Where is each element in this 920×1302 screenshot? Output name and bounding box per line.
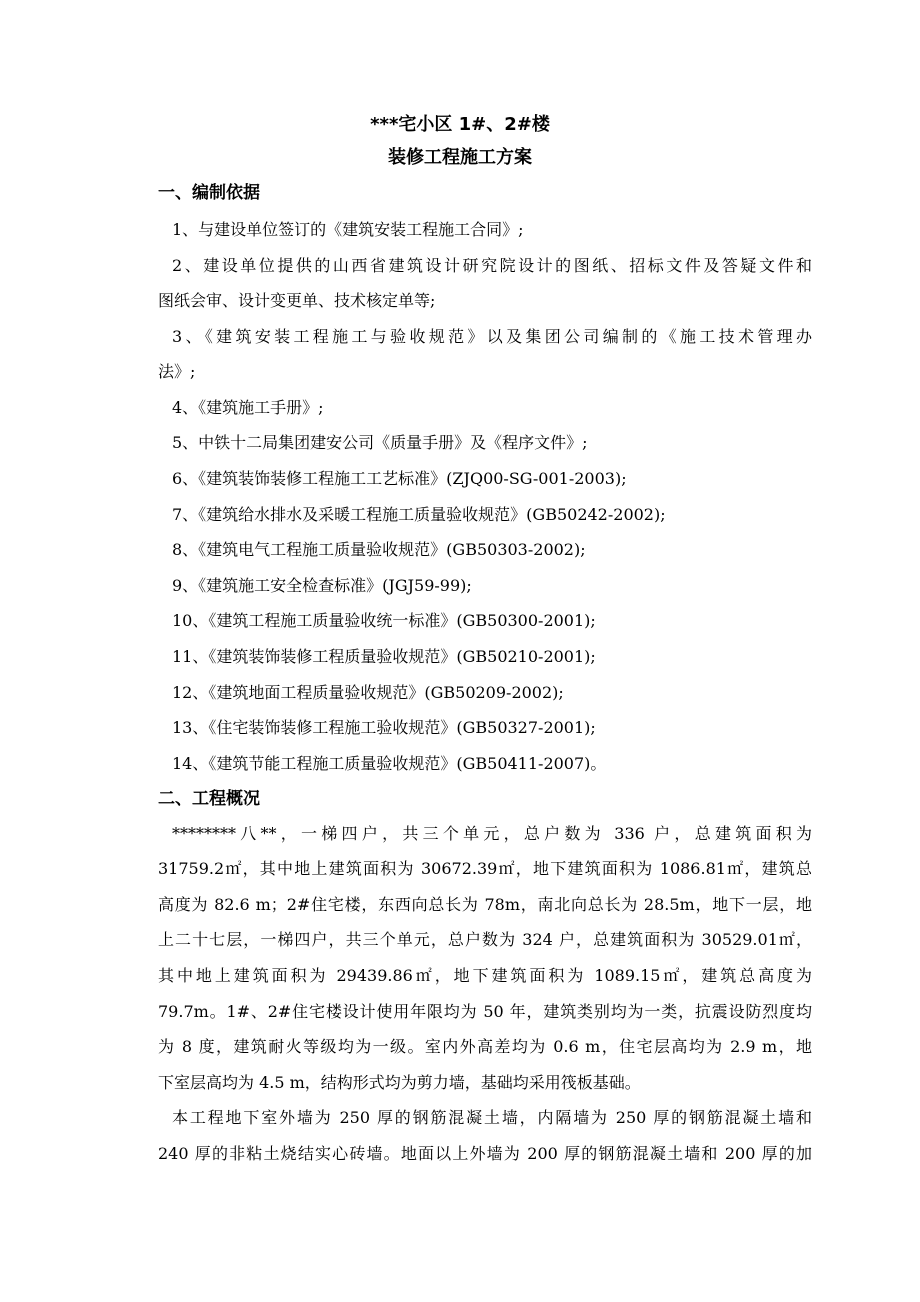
- basis-item: 4、《建筑施工手册》;: [172, 398, 324, 417]
- basis-item: 14、《建筑节能工程施工质量验收规范》(GB50411-2007)。: [172, 754, 607, 773]
- basis-item: 8、《建筑电气工程施工质量验收规范》(GB50303-2002);: [172, 540, 586, 559]
- basis-item: 13、《住宅装饰装修工程施工验收规范》(GB50327-2001);: [172, 718, 596, 737]
- basis-item: 7、《建筑给水排水及采暖工程施工质量验收规范》(GB50242-2002);: [172, 505, 666, 524]
- overview-line: 上二十七层，一梯四户，共三个单元，总户数为 324 户，总建筑面积为 30529.01㎡，: [158, 930, 812, 949]
- overview-line: 高度为 82.6 m；2#住宅楼，东西向总长为 78m，南北向总长为 28.5m，地下一层，地: [158, 895, 812, 914]
- basis-item: 5、中铁十二局集团建安公司《质量手册》及《程序文件》;: [172, 433, 588, 452]
- basis-item: 6、《建筑装饰装修工程施工工艺标准》(ZJQ00-SG-001-2003);: [172, 469, 627, 488]
- overview-line: 79.7m。1#、2#住宅楼设计使用年限均为 50 年，建筑类别均为一类，抗震设防烈度均: [158, 1002, 812, 1021]
- basis-item: 法》;: [158, 362, 196, 381]
- overview-line: 240 厚的非粘土烧结实心砖墙。地面以上外墙为 200 厚的钢筋混凝土墙和 200 厚的加: [158, 1144, 812, 1163]
- overview-line: 下室层高均为 4.5 m，结构形式均为剪力墙，基础均采用筏板基础。: [158, 1073, 641, 1092]
- section-heading-overview: 二、工程概况: [158, 789, 260, 809]
- basis-item: 9、《建筑施工安全检查标准》(JGJ59-99);: [172, 576, 472, 595]
- overview-line: 31759.2㎡，其中地上建筑面积为 30672.39㎡，地下建筑面积为 1086.81㎡，建筑总: [158, 859, 812, 878]
- basis-item: 图纸会审、设计变更单、技术核定单等;: [158, 291, 436, 310]
- basis-item: 11、《建筑装饰装修工程质量验收规范》(GB50210-2001);: [172, 647, 596, 666]
- overview-line: ********八**，一梯四户，共三个单元，总户数为 336 户，总建筑面积为: [172, 824, 812, 843]
- document-title-line2: 装修工程施工方案: [388, 147, 532, 168]
- section-heading-basis: 一、编制依据: [158, 183, 260, 203]
- basis-item: 2、建设单位提供的山西省建筑设计研究院设计的图纸、招标文件及答疑文件和: [172, 256, 812, 275]
- basis-item: 1、与建设单位签订的《建筑安装工程施工合同》;: [172, 220, 524, 239]
- overview-line: 其中地上建筑面积为 29439.86㎡，地下建筑面积为 1089.15㎡，建筑总高度为: [158, 966, 812, 985]
- basis-item: 10、《建筑工程施工质量验收统一标准》(GB50300-2001);: [172, 611, 596, 630]
- document-title-line1: ***宅小区 1#、2#楼: [370, 114, 550, 135]
- overview-line: 本工程地下室外墙为 250 厚的钢筋混凝土墙，内隔墙为 250 厚的钢筋混凝土墙和: [172, 1108, 812, 1127]
- basis-item: 12、《建筑地面工程质量验收规范》(GB50209-2002);: [172, 683, 564, 702]
- basis-item: 3、《建筑安装工程施工与验收规范》以及集团公司编制的《施工技术管理办: [172, 327, 812, 346]
- overview-line: 为 8 度，建筑耐火等级均为一级。室内外高差均为 0.6 m，住宅层高均为 2.9 m，地: [158, 1037, 812, 1056]
